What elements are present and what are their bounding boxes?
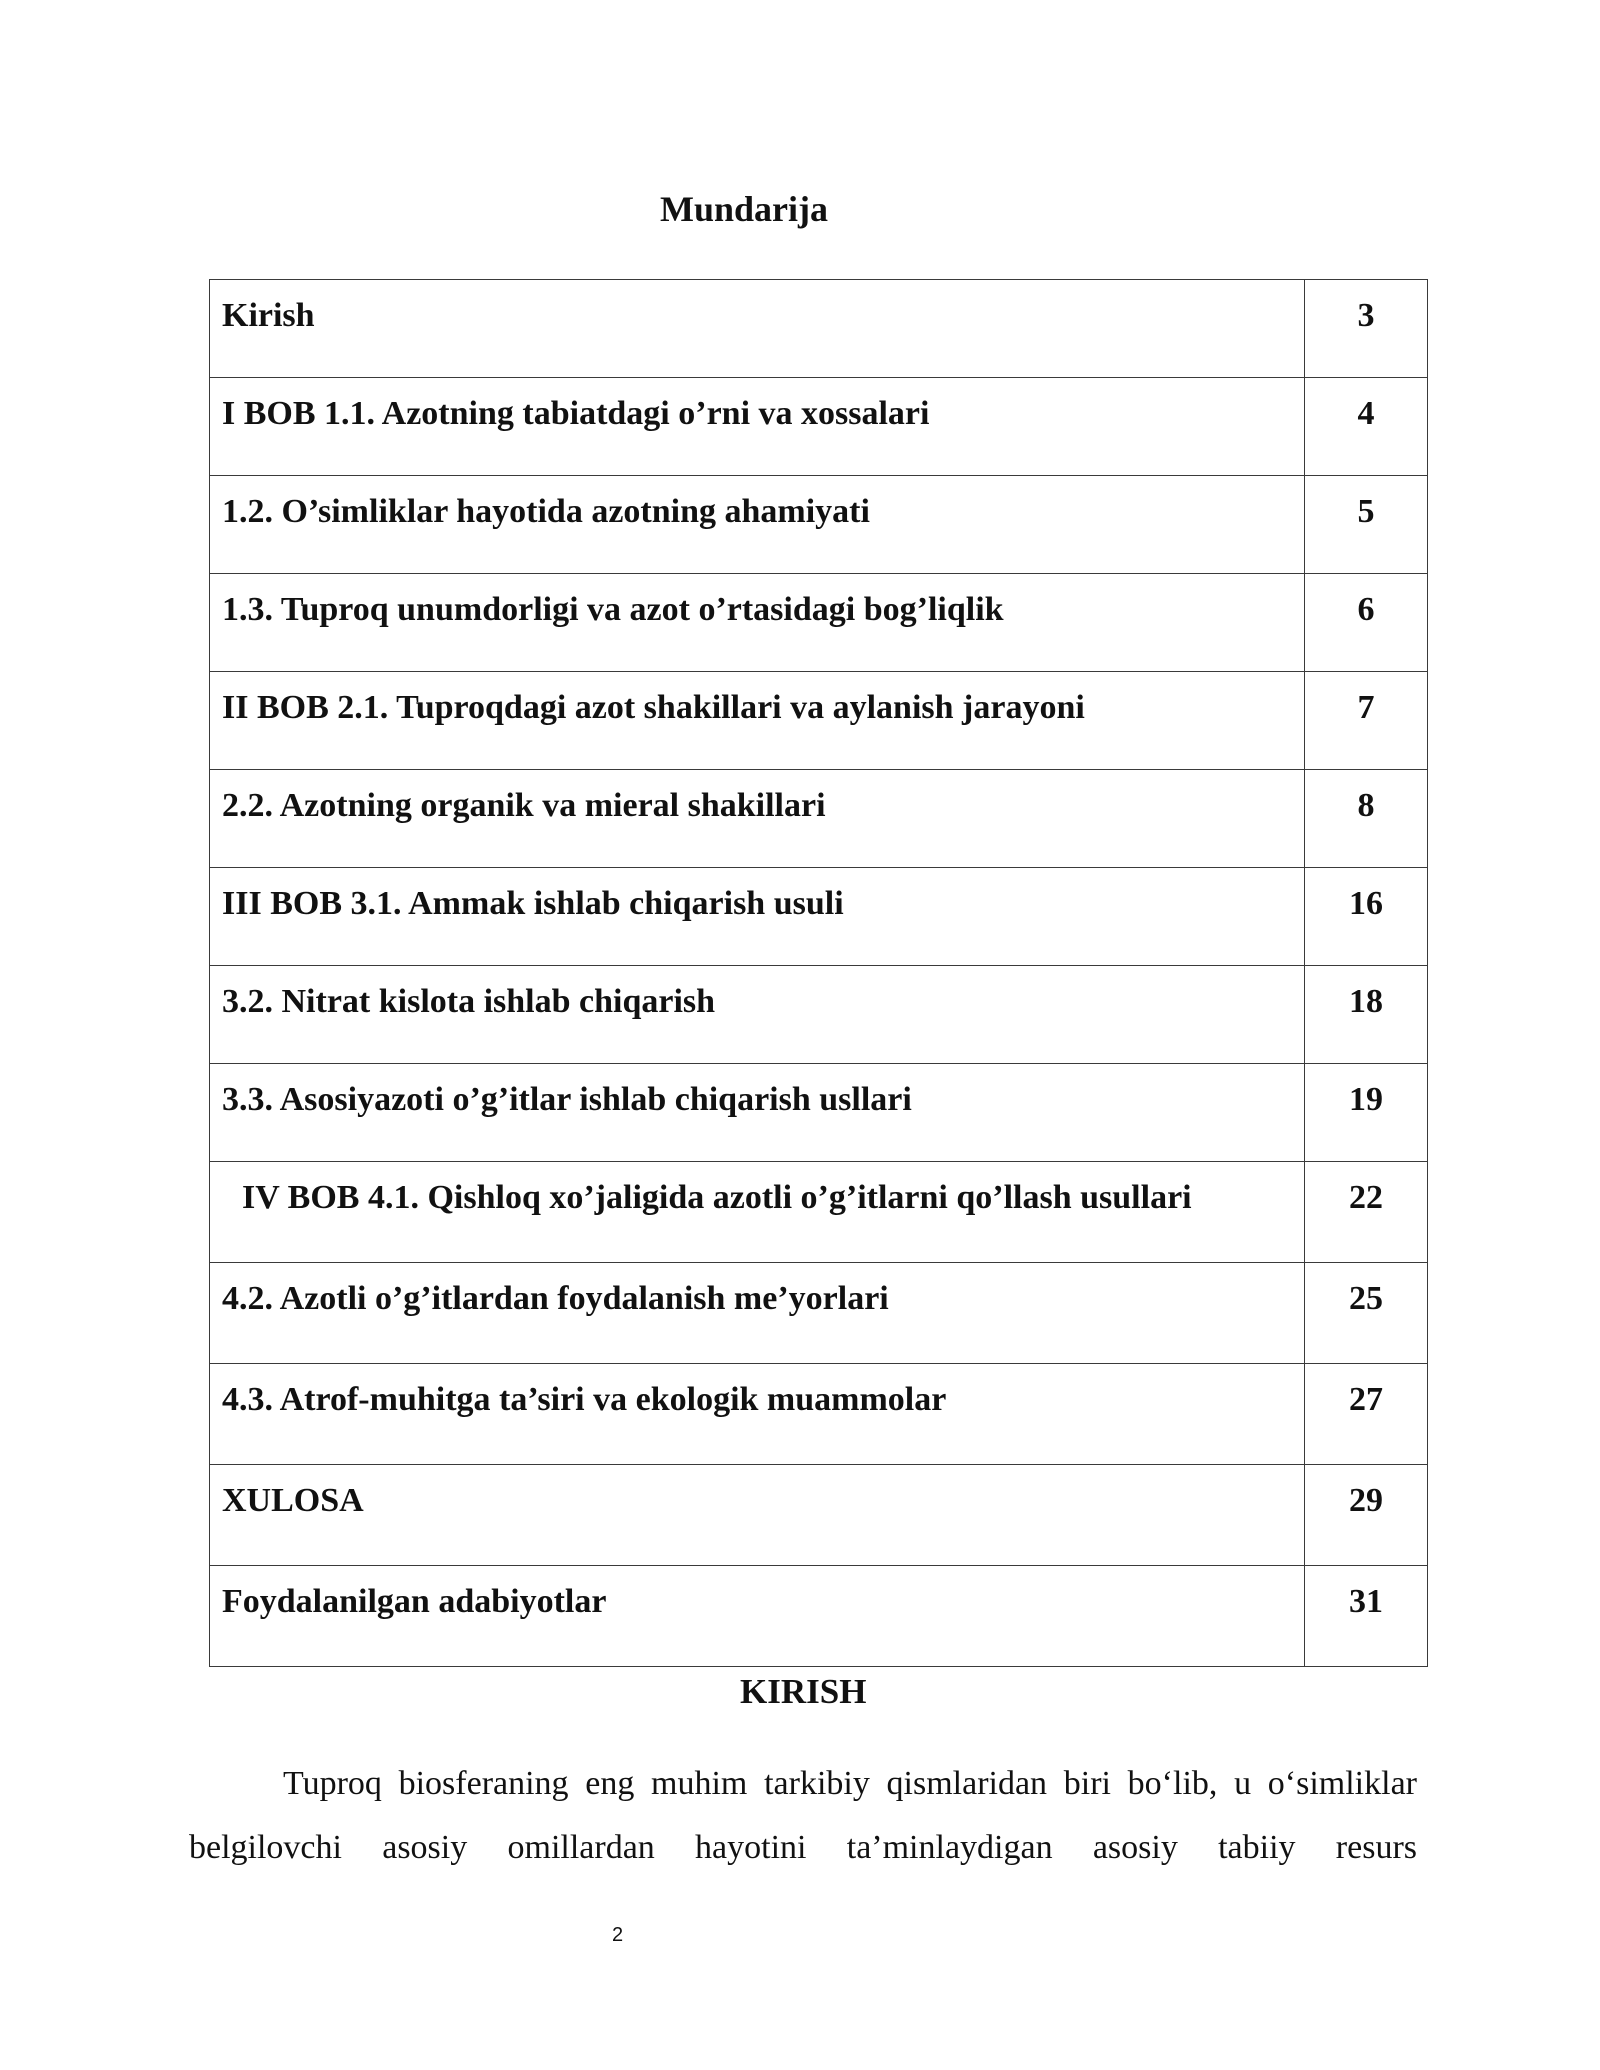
toc-entry-title: Kirish	[210, 280, 1305, 378]
toc-row	[210, 1566, 1428, 1667]
toc-row	[210, 476, 1428, 574]
toc-entry-title: 4.3. Atrof-muhitga ta’siri va ekologik muammolar	[210, 1364, 1305, 1465]
toc-row	[210, 574, 1428, 672]
toc-entry-page: 8	[1305, 770, 1428, 868]
toc-entry-title: 3.3. Asosiyazoti o’g’itlar ishlab chiqarish usllari	[210, 1064, 1305, 1162]
intro-heading: KIRISH	[740, 1672, 867, 1711]
intro-paragraph	[189, 1752, 1417, 1880]
toc-row	[210, 868, 1428, 966]
toc-entry-page: 3	[1305, 280, 1428, 378]
toc-entry-page: 27	[1305, 1364, 1428, 1465]
toc-table	[209, 279, 1428, 1667]
toc-row	[210, 1263, 1428, 1364]
toc-entry-title: 2.2. Azotning organik va mieral shakillari	[210, 770, 1305, 868]
toc-entry-page: 25	[1305, 1263, 1428, 1364]
toc-row	[210, 672, 1428, 770]
toc-entry-page: 7	[1305, 672, 1428, 770]
toc-entry-title: 3.2. Nitrat kislota ishlab chiqarish	[210, 966, 1305, 1064]
intro-line: belgilovchi asosiy omillardan hayotini ta’minlaydigan asosiy tabiiy resurs	[189, 1829, 1417, 1866]
toc-entry-title: 4.2. Azotli o’g’itlardan foydalanish me’yorlari	[210, 1263, 1305, 1364]
toc-row	[210, 280, 1428, 378]
toc-entry-title: Foydalanilgan adabiyotlar	[210, 1566, 1305, 1667]
toc-entry-page: 31	[1305, 1566, 1428, 1667]
toc-entry-title: 1.3. Tuproq unumdorligi va azot o’rtasidagi bog’liqlik	[210, 574, 1305, 672]
toc-entry-title: 1.2. O’simliklar hayotida azotning ahamiyati	[210, 476, 1305, 574]
toc-entry-page: 16	[1305, 868, 1428, 966]
toc-entry-title: I BOB 1.1. Azotning tabiatdagi o’rni va xossalari	[210, 378, 1305, 476]
toc-entry-page: 18	[1305, 966, 1428, 1064]
toc-entry-page: 6	[1305, 574, 1428, 672]
toc-entry-title: XULOSA	[210, 1465, 1305, 1566]
toc-entry-title: III BOB 3.1. Ammak ishlab chiqarish usuli	[210, 868, 1305, 966]
toc-entry-title: II BOB 2.1. Tuproqdagi azot shakillari va aylanish jarayoni	[210, 672, 1305, 770]
toc-row	[210, 966, 1428, 1064]
toc-entry-title: IV BOB 4.1. Qishloq xo’jaligida azotli o’g’itlarni qo’llash usullari	[210, 1162, 1305, 1263]
intro-line: Tuproq biosferaning eng muhim tarkibiy qismlaridan biri bo‘lib, u o‘simliklar	[283, 1765, 1417, 1802]
toc-entry-page: 4	[1305, 378, 1428, 476]
toc-row	[210, 770, 1428, 868]
toc-row	[210, 1364, 1428, 1465]
toc-entry-page: 29	[1305, 1465, 1428, 1566]
toc-row	[210, 1064, 1428, 1162]
toc-row	[210, 378, 1428, 476]
page-number: 2	[612, 1924, 624, 1946]
toc-entry-page: 19	[1305, 1064, 1428, 1162]
toc-entry-page: 22	[1305, 1162, 1428, 1263]
toc-title: Mundarija	[660, 189, 829, 229]
toc-row	[210, 1465, 1428, 1566]
toc-row	[210, 1162, 1428, 1263]
toc-entry-page: 5	[1305, 476, 1428, 574]
